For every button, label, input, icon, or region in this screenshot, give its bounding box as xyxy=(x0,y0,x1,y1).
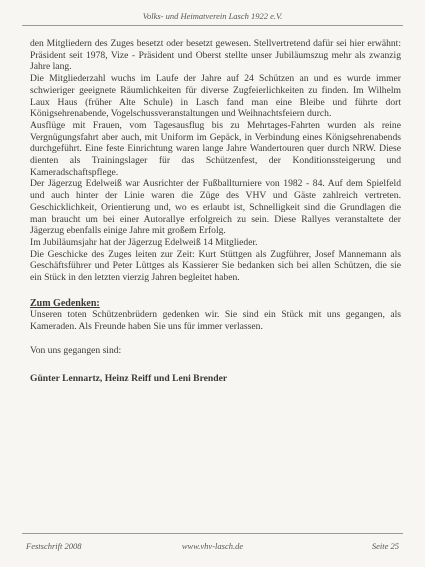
header-divider xyxy=(22,25,403,26)
paragraph: den Mitgliedern des Zuges besetzt oder besetzt gewesen. Stellvertretend dafür sei hier erwähnt: Präsident seit 1978, Vize - Präsident und Oberst stellte unser Jubiläumszug mehr als zwanzig Jahre lang. xyxy=(30,38,401,73)
footer-website-link[interactable]: www.vhv-lasch.de xyxy=(181,541,244,551)
footer-publication: Festschrift 2008 xyxy=(26,541,82,551)
memorial-intro: Von uns gegangen sind: xyxy=(30,344,122,356)
footer-page-number: Seite 25 xyxy=(371,541,399,551)
body-text xyxy=(30,38,401,384)
page-header: Volks- und Heimatverein Lasch 1922 e.V. xyxy=(142,11,283,21)
paragraph: Die Geschicke des Zuges leiten zur Zeit: Kurt Stüttgen als Zugführer, Josef Mannemann als Geschäftsführer und Peter Lüttges als Kassierer Sie bedanken sich bei allen Schützen, die sie ein Stück in den letzten vierzig Jahren begleitet haben. xyxy=(30,248,401,284)
paragraph: Die Mitgliederzahl wuchs im Laufe der Jahre auf 24 Schützen an und es wurde immer schwieriger geeignete Räumlichkeiten für diverse Zugfeierlichkeiten zu finden. Im Wilhelm Laux Haus (früher Alte Schule) in Lasch fand man eine Bleibe und führte dort Königsehrenabende, Vogelschussveranstaltungen und Weihnachtsfeiern durch. xyxy=(30,73,401,120)
paragraph: Der Jägerzug Edelweiß war Ausrichter der Fußballturniere von 1982 - 84. Auf dem Spielfeld und auch hinter der Linie waren die Züge des VHV und Gäste zahlreich vertreten. Geschicklichkeit, Orientierung und, wo es erlaubt ist, Schnelligkeit sind die Grundlagen die man braucht um bei einer Autorallye erfolgreich zu sein. Diese Rallyes veranstaltete der Jägerzug ebenfalls einige Jahre mit großem Erfolg. xyxy=(30,178,401,237)
memorial-names: Günter Lennartz, Heinz Reiff und Leni Brender xyxy=(30,372,228,384)
footer-divider xyxy=(22,533,403,534)
memorial-text: Unseren toten Schützenbrüdern gedenken wir. Sie sind ein Stück mit uns gegangen, als Kameraden. Als Freunde haben Sie uns für immer verlassen. xyxy=(30,309,401,333)
paragraph: Im Jubiläumsjahr hat der Jägerzug Edelweiß 14 Mitglieder. xyxy=(30,236,258,248)
paragraph: Ausflüge mit Frauen, vom Tagesausflug bis zu Mehrtages-Fahrten wurden als reine Vergnügungsfahrt aber auch, mit Uniform im Gepäck, in Verbindung eines Königsehrenabends durchgeführt. Eine feste Einrichtung waren lange Jahre Wandertouren quer durch NRW. Diese dienten als Trainingslager für das Schützenfest, der Konditionssteigerung und Kameradschaftspflege. xyxy=(30,119,401,178)
memorial-heading: Zum Gedenken: xyxy=(30,297,100,309)
